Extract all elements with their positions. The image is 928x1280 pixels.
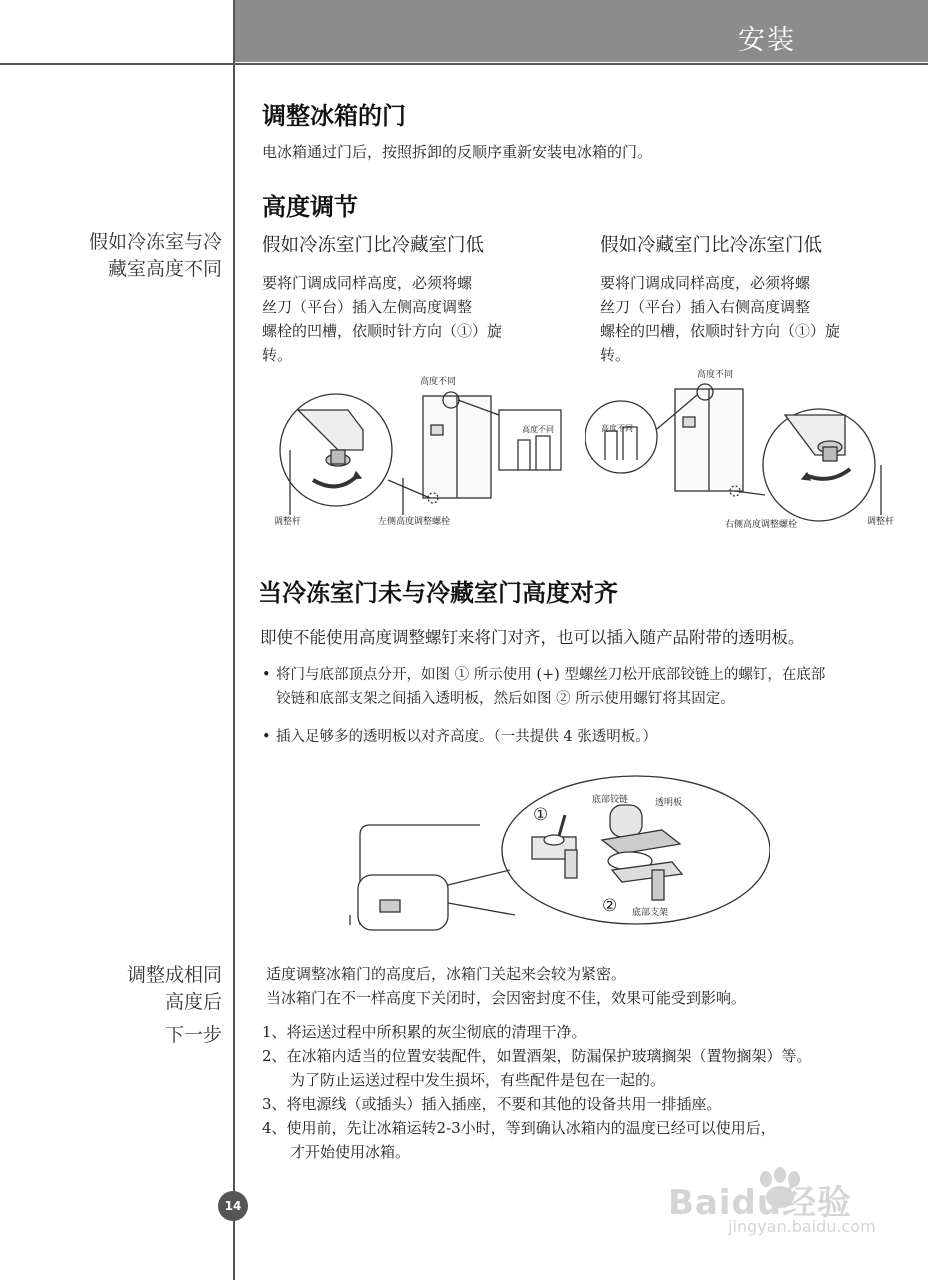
label-height-diff-top: 高度不同 xyxy=(420,377,457,387)
paragraph-after-adjust: 适度调整冰箱门的高度后，冰箱门关起来会较为紧密。 当冰箱门在不一样高度下关闭时，会因密封度不佳，效果可能受到影响。 xyxy=(266,965,747,1007)
list-next-steps xyxy=(262,1020,812,1164)
watermark-url: jingyan.baidu.com xyxy=(728,1217,876,1236)
sidebar-label-different-height: 假如冷冻室与冷 藏室高度不同 xyxy=(88,231,222,280)
list-item: 3、将电源线（或插头）插入插座，不要和其他的设备共用一排插座。 xyxy=(262,1095,722,1113)
paragraph-align-intro: 即使不能使用高度调整螺钉来将门对齐，也可以插入随产品附带的透明板。 xyxy=(260,628,805,647)
label-height-diff-top: 高度不同 xyxy=(697,370,734,380)
list-item: 4、使用前，先让冰箱运转2-3小时，等到确认冰箱内的温度已经可以使用后， xyxy=(262,1119,776,1137)
sidebar-label-same-height: 调整成相同 高度后 xyxy=(126,964,222,1013)
list-item: 才开始使用冰箱。 xyxy=(290,1143,411,1161)
figure-number-2: ② xyxy=(602,896,618,916)
label-height-diff-detail: 高度不同 xyxy=(601,424,633,433)
label-bottom-bracket: 底部支架 xyxy=(632,908,669,918)
label-left-bolt: 左侧高度调整螺栓 xyxy=(378,517,451,527)
label-height-diff-detail: 高度不同 xyxy=(522,425,554,434)
header-band xyxy=(234,0,928,62)
label-lever: 调整杆 xyxy=(274,517,302,527)
section-title: 安装 xyxy=(738,25,796,56)
bullet-item-2: • 插入足够多的透明板以对齐高度。（一共提供 4 张透明板。） xyxy=(276,725,657,749)
page-number: 14 xyxy=(218,1191,248,1221)
bullet-dot: • xyxy=(262,667,271,683)
figure-number-1: ① xyxy=(533,805,549,825)
margin-rule xyxy=(233,0,235,1280)
label-bottom-hinge: 底部铰链 xyxy=(592,795,629,805)
heading-height-adjust: 高度调节 xyxy=(262,193,358,221)
paragraph-left: 要将门调成同样高度，必须将螺 丝刀（平台）插入左侧高度调整 螺栓的凹槽，依顺时针方向（①）旋 转。 xyxy=(262,274,503,364)
heading-adjust-door: 调整冰箱的门 xyxy=(262,102,406,130)
list-item: 1、将运送过程中所积累的灰尘彻底的清理干净。 xyxy=(262,1023,587,1041)
list-item: 2、在冰箱内适当的位置安装配件，如置酒架，防漏保护玻璃搁架（置物搁架）等。 xyxy=(262,1047,812,1065)
figure-right-height-adjust xyxy=(585,365,903,535)
watermark-logo xyxy=(668,1165,898,1245)
bullet-item-1: • 将门与底部顶点分开，如图 ① 所示使用 (+) 型螺丝刀松开底部铰链上的螺钉，在底部 铰链和底部支架之间插入透明板，然后如图 ② 所示使用螺钉将其固定。 xyxy=(276,663,825,711)
subtitle-left: 假如冷冻室门比冷藏室门低 xyxy=(262,235,485,256)
bullet-dot: • xyxy=(262,729,271,745)
figure-hinge-plate xyxy=(340,775,770,935)
heading-align-doors: 当冷冻室门未与冷藏室门高度对齐 xyxy=(258,579,618,607)
label-lever: 调整杆 xyxy=(867,517,895,527)
header-rule xyxy=(0,63,928,65)
sidebar-label-next-step: 下一步 xyxy=(164,1024,222,1046)
figure-left-height-adjust xyxy=(268,370,586,535)
watermark-brand: Baidu经验 xyxy=(668,1183,853,1223)
paragraph-right: 要将门调成同样高度，必须将螺 丝刀（平台）插入右侧高度调整 螺栓的凹槽，依顺时针方向（①）旋 转。 xyxy=(600,274,841,364)
paragraph-adjust-door: 电冰箱通过门后，按照拆卸的反顺序重新安装电冰箱的门。 xyxy=(262,143,653,161)
label-transparent-plate: 透明板 xyxy=(655,798,683,808)
subtitle-right: 假如冷藏室门比冷冻室门低 xyxy=(600,235,823,256)
list-item: 为了防止运送过程中发生损坏，有些配件是包在一起的。 xyxy=(290,1071,666,1089)
label-right-bolt: 右侧高度调整螺栓 xyxy=(725,520,798,530)
